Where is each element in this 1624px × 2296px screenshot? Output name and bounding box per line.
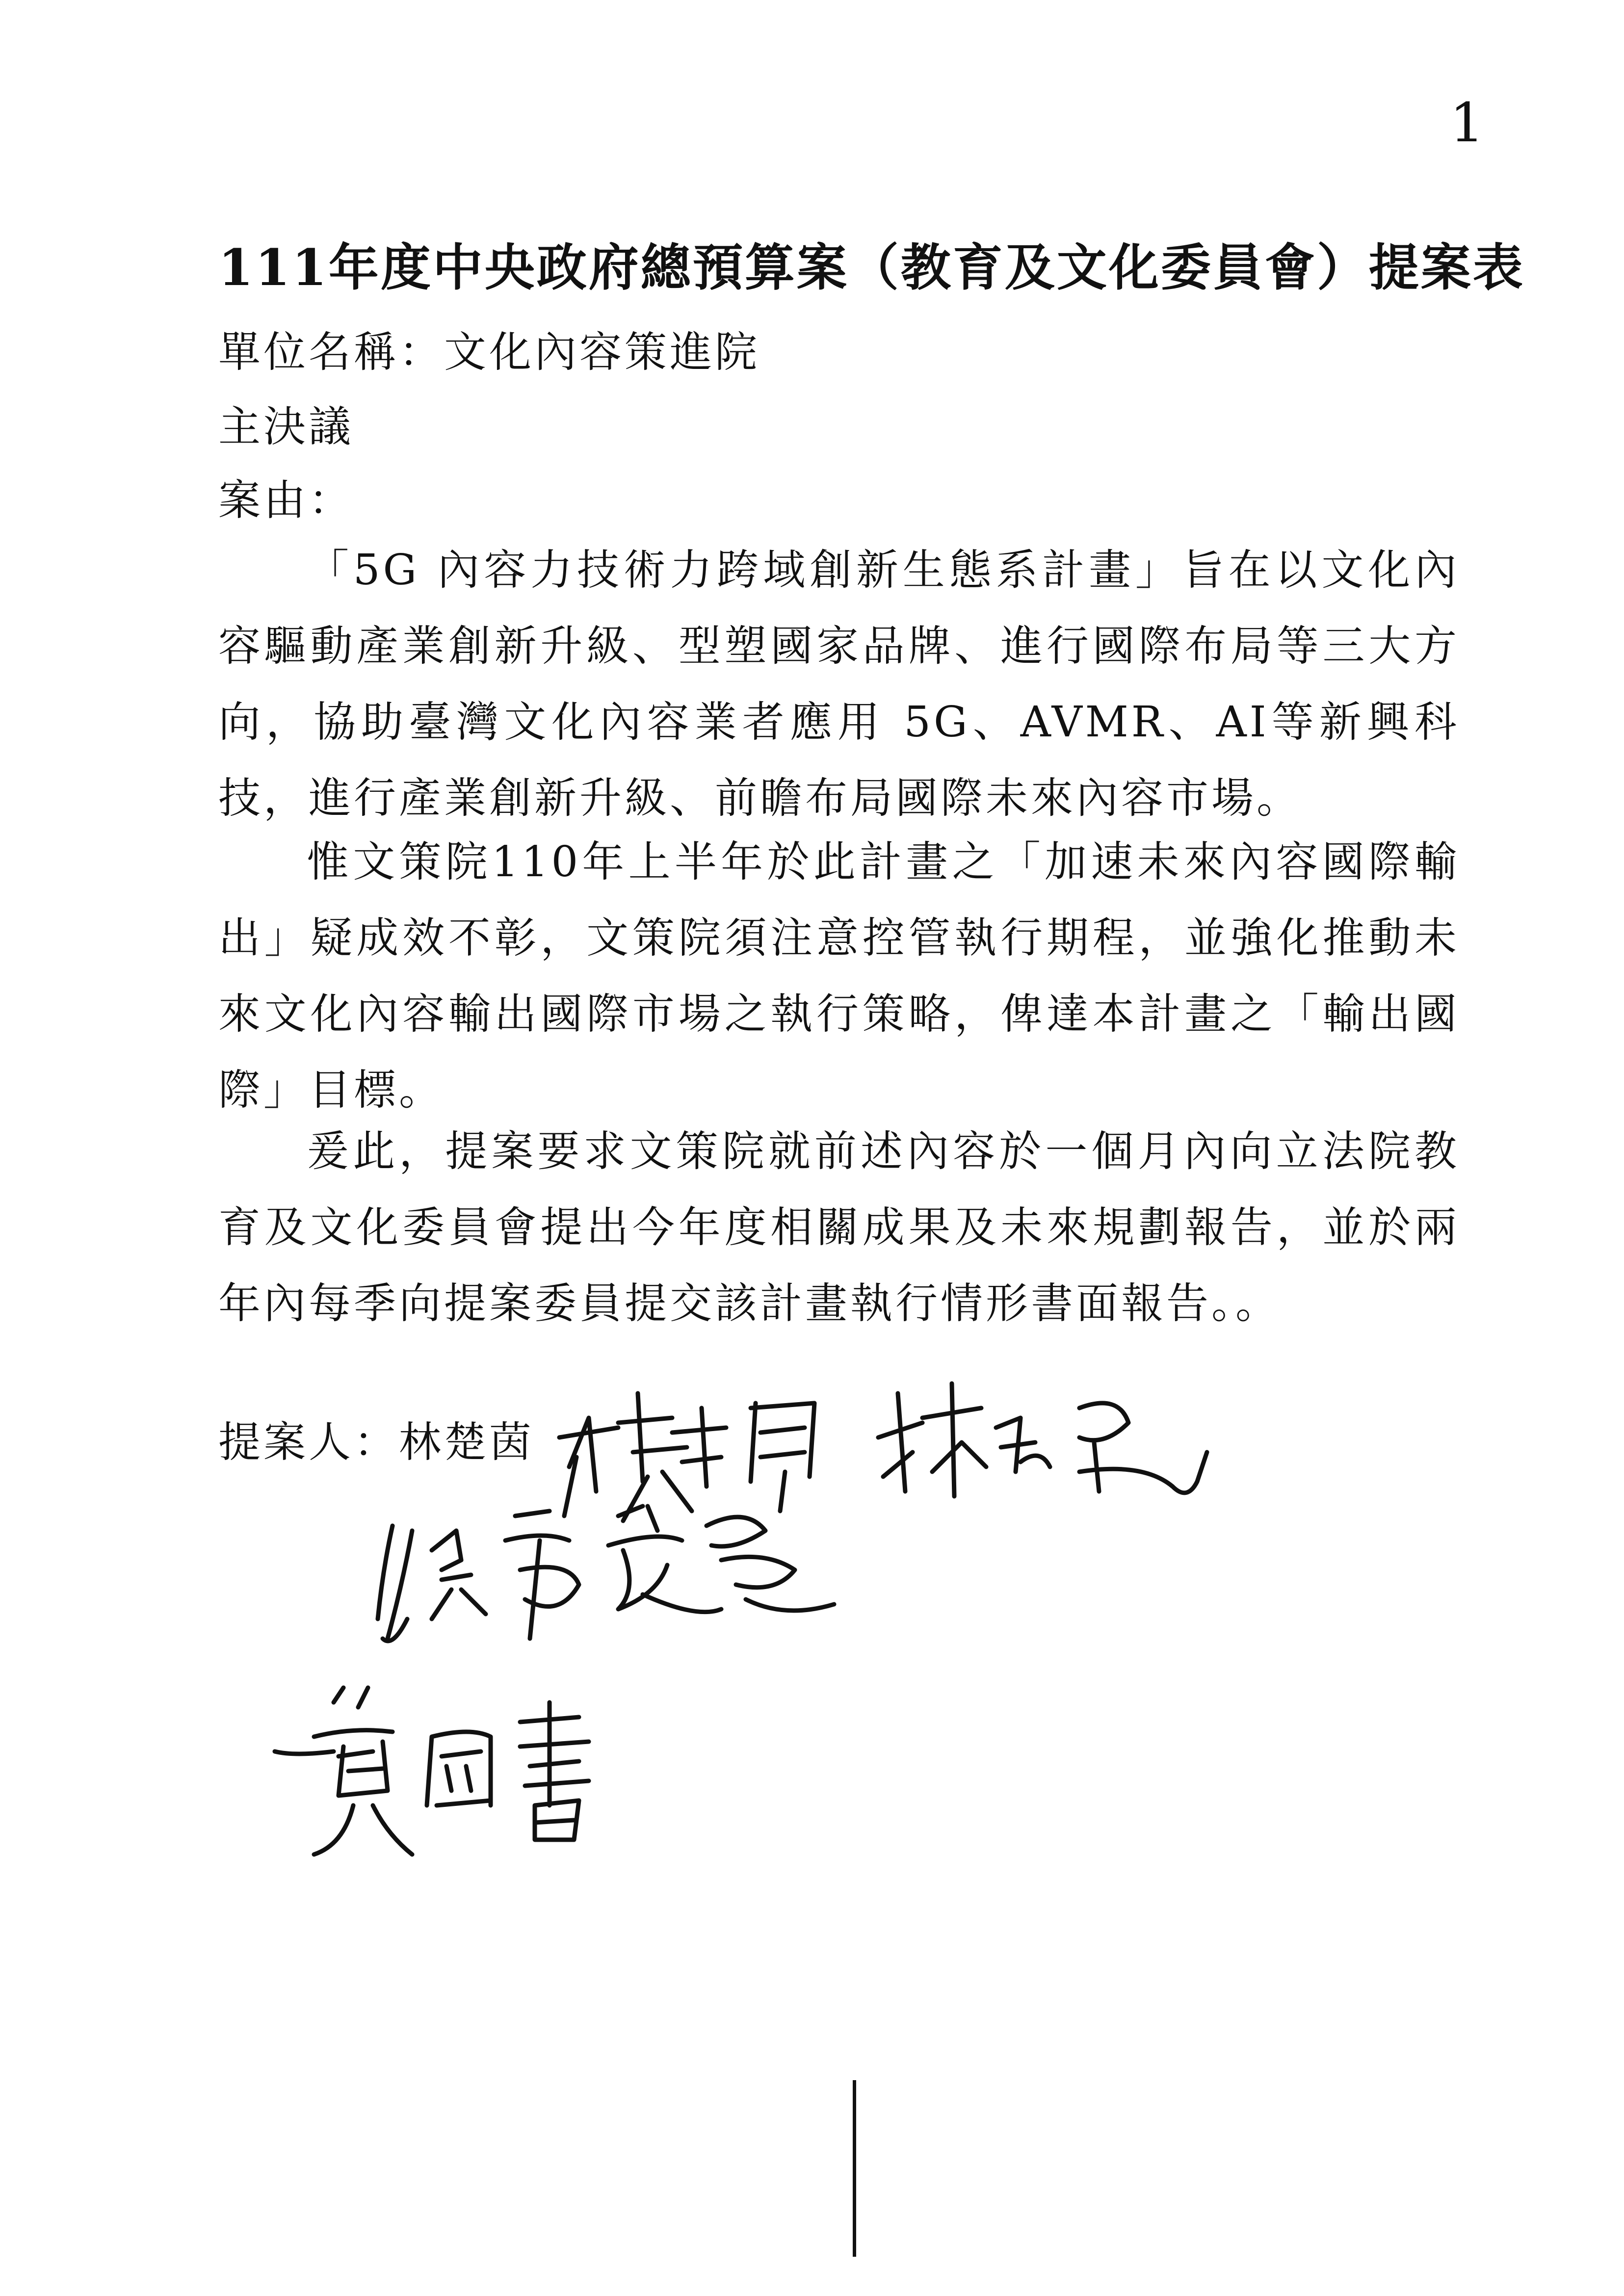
signature-2 xyxy=(878,1383,1207,1496)
paragraph-2: 惟文策院110年上半年於此計畫之「加速未來內容國際輸出」疑成效不彰，文策院須注意控管執行期程，並強化推動未來文化內容輸出國際市場之執行策略，俾達本計畫之「輸出國際」目標。 xyxy=(218,837,1460,1115)
signature-4 xyxy=(275,1688,589,1854)
reason-label: 案由： xyxy=(218,476,354,525)
page-fold-mark xyxy=(853,2080,856,2257)
signature-3 xyxy=(378,1506,834,1641)
paragraph-1: 「5G 內容力技術力跨域創新生態系計畫」旨在以文化內容驅動產業創新升級、型塑國家品牌、進行國際布局等三大方向，協助臺灣文化內容業者應用 5G、AVMR、AI等新興科技，進行產業創新升級、前瞻布局國際未來內容市場。 xyxy=(218,546,1460,823)
signature-1 xyxy=(559,1393,814,1521)
paragraph-3: 爰此，提案要求文策院就前述內容於一個月內向立法院教育及文化委員會提出今年度相關成果及未來規劃報告，並於兩年內每季向提案委員提交該計畫執行情形書面報告。。 xyxy=(218,1127,1460,1328)
unit-name: 單位名稱：文化內容策進院 xyxy=(218,328,760,377)
proposer: 提案人：林楚茵 xyxy=(218,1418,534,1467)
document-title: 111年度中央政府總預算案（教育及文化委員會）提案表 xyxy=(218,238,1525,297)
signature-area xyxy=(0,1364,1624,1879)
page-number: 1 xyxy=(1450,91,1484,154)
resolution-type: 主決議 xyxy=(218,402,354,451)
